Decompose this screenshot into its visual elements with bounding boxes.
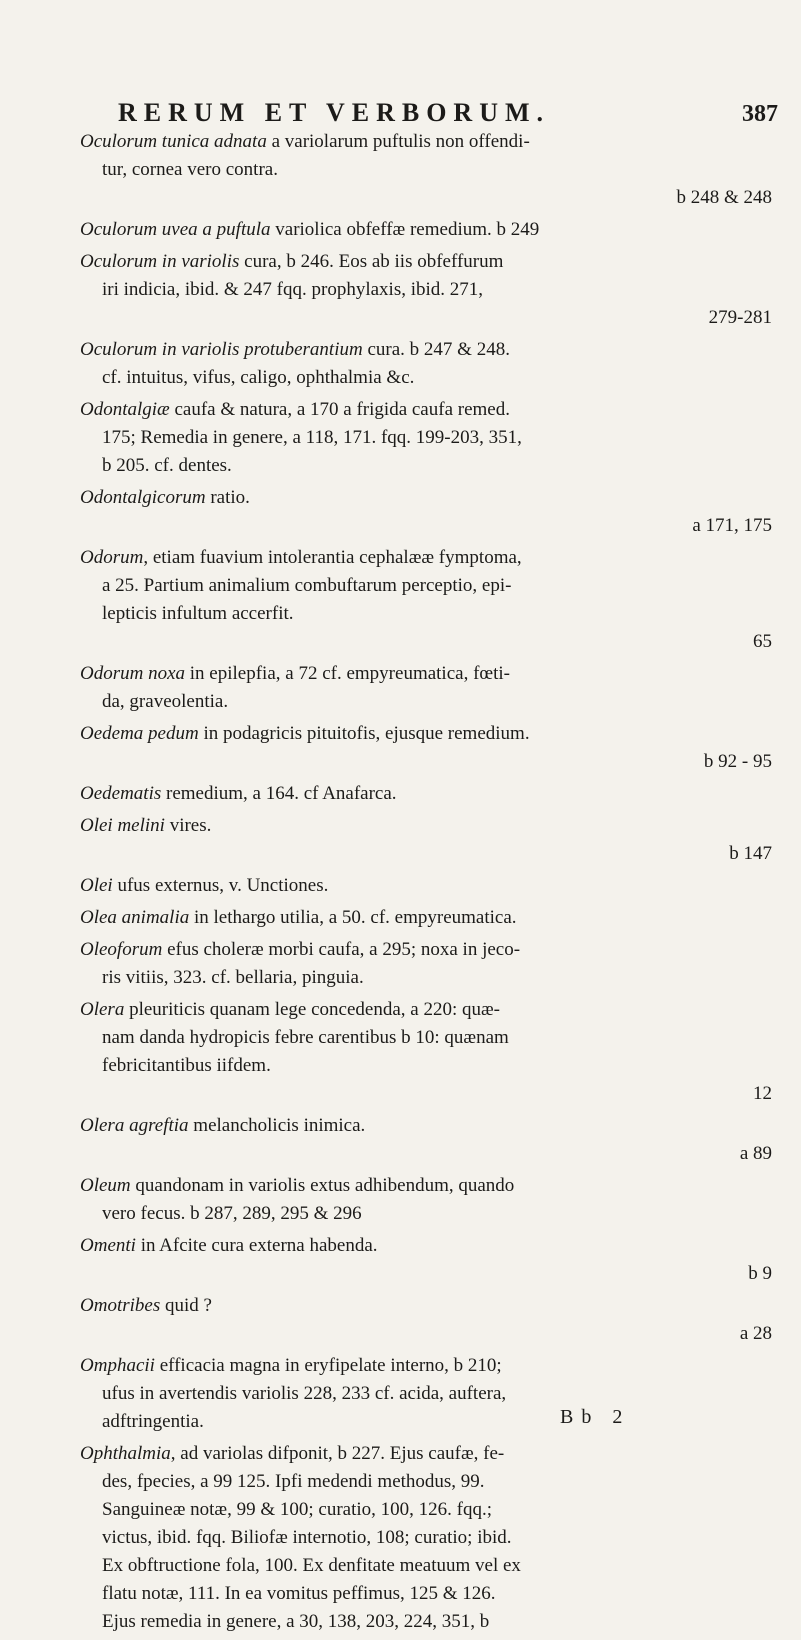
entry-text: in epilepfia, a 72 cf. empyreumatica, fœti- <box>185 663 511 684</box>
entry-text: cf. intuitus, vifus, caligo, ophthalmia &c. <box>102 367 415 388</box>
entry-text: cura, b 246. Eos ab iis obfeffurum <box>239 251 504 272</box>
entry-line <box>80 336 780 364</box>
entry-line <box>80 904 780 932</box>
entry-reference: b 147 <box>729 843 772 864</box>
entry-text: remedium, a 164. cf Anafarca. <box>161 783 397 804</box>
index-entry <box>80 720 780 776</box>
entry-headword: Olera <box>80 999 125 1020</box>
entry-headword: Olei <box>80 875 113 896</box>
entry-text: , ad variolas difponit, b 227. Ejus caufæ, fe- <box>170 1443 505 1464</box>
entry-text: tur, cornea vero contra. <box>102 159 278 180</box>
index-entry <box>80 780 780 808</box>
entry-text: ris vitiis, 323. cf. bellaria, pinguia. <box>102 967 364 988</box>
entry-text: melancholicis inimica. <box>188 1115 366 1136</box>
entry-headword: Oedematis <box>80 783 162 804</box>
index-entry <box>80 1172 780 1228</box>
entry-text: quid ? <box>160 1295 212 1316</box>
entry-text: vero fecus. b 287, 289, 295 & 296 <box>102 1203 362 1224</box>
entry-line <box>80 936 780 964</box>
entry-line <box>80 544 780 572</box>
entry-text: quandonam in variolis extus adhibendum, quando <box>130 1175 515 1196</box>
entry-headword: Oculorum uvea a puftula <box>80 219 271 240</box>
entry-line <box>80 216 780 244</box>
entry-headword: Olera agreftia <box>80 1115 189 1136</box>
entry-text: flatu notæ, 111. In ea vomitus peffimus, 125 & 126. <box>102 1583 496 1604</box>
entry-text: 175; Remedia in genere, a 118, 171. fqq. 199-203, 351, <box>102 427 522 448</box>
entry-line <box>80 484 780 512</box>
entry-line <box>80 1552 780 1580</box>
index-entry <box>80 128 780 212</box>
index-entry <box>80 1440 780 1636</box>
entry-text: pleuriticis quanam lege concedenda, a 220: quæ- <box>124 999 500 1020</box>
index-entry <box>80 396 780 480</box>
entry-text: Sanguineæ notæ, 99 & 100; curatio, 100, 126. fqq.; <box>102 1499 493 1520</box>
entry-line <box>80 812 780 840</box>
entry-line <box>80 1380 780 1408</box>
entry-headword: Oculorum tunica adnata <box>80 131 267 152</box>
entry-line <box>80 1292 780 1320</box>
entry-line <box>80 1408 780 1436</box>
entry-text: lepticis infultum accerfit. <box>102 603 294 624</box>
entry-reference: a 89 <box>739 1143 772 1164</box>
index-entry <box>80 484 780 540</box>
entry-line <box>80 1232 780 1260</box>
entry-text: victus, ibid. fqq. Biliofæ internotio, 108; curatio; ibid. <box>102 1527 512 1548</box>
entry-line <box>80 452 780 480</box>
index-entry <box>80 1112 780 1168</box>
entry-reference: a 28 <box>739 1323 772 1344</box>
entry-line <box>80 1352 780 1380</box>
entry-text: Ejus remedia in genere, a 30, 138, 203, 224, 351, b <box>102 1611 490 1632</box>
entry-headword: Oculorum in variolis <box>80 251 240 272</box>
entry-line <box>80 156 780 184</box>
entry-headword: Oedema pedum <box>80 723 199 744</box>
entry-reference: 12 <box>753 1083 772 1104</box>
entry-text: ratio. <box>205 487 250 508</box>
entry-line <box>80 1580 780 1608</box>
entry-line <box>80 424 780 452</box>
entry-text: in podagricis pituitofis, ejusque remedium. <box>198 723 530 744</box>
entry-line <box>80 780 780 808</box>
entry-line <box>80 1052 780 1080</box>
entry-headword: Omotribes <box>80 1295 161 1316</box>
entry-text: adftringentia. <box>102 1411 204 1432</box>
index-entry <box>80 904 780 932</box>
entry-line <box>80 572 780 600</box>
entry-line <box>80 1524 780 1552</box>
entry-line <box>80 600 780 628</box>
entry-text: ufus in avertendis variolis 228, 233 cf. acida, auftera, <box>102 1383 507 1404</box>
entry-line <box>80 1024 780 1052</box>
entry-text: variolica obfeffæ remedium. b 249 <box>270 219 540 240</box>
entry-headword: Oleoforum <box>80 939 163 960</box>
signature-mark: Bb 2 <box>560 1406 631 1428</box>
page-number: 387 <box>742 101 778 127</box>
entry-line <box>80 1608 780 1636</box>
index-entry <box>80 1232 780 1288</box>
entry-text: iri indicia, ibid. & 247 fqq. prophylaxis, ibid. 271, <box>102 279 484 300</box>
index-entry <box>80 248 780 332</box>
entry-headword: Oleum <box>80 1175 131 1196</box>
entry-text: , etiam fuavium intolerantia cephalææ fymptoma, <box>143 547 522 568</box>
entry-text: efus choleræ morbi caufa, a 295; noxa in jeco- <box>162 939 521 960</box>
entry-text: des, fpecies, a 99 125. Ipfi medendi methodus, 99. <box>102 1471 485 1492</box>
entry-headword: Olei melini <box>80 815 165 836</box>
entry-line <box>80 1112 780 1140</box>
entry-text: nam danda hydropicis febre carentibus b 10: quænam <box>102 1027 509 1048</box>
entry-line <box>80 872 780 900</box>
entry-line <box>80 276 780 304</box>
entry-line <box>80 128 780 156</box>
entry-text: da, graveolentia. <box>102 691 229 712</box>
entry-reference: a 171, 175 <box>692 515 772 536</box>
entry-headword: Odontalgiæ <box>80 399 170 420</box>
entry-headword: Olea animalia <box>80 907 190 928</box>
entry-reference: 279-281 <box>708 307 772 328</box>
entry-text: cura. b 247 & 248. <box>362 339 510 360</box>
entry-line <box>80 364 780 392</box>
index-entries <box>80 128 780 1640</box>
entry-line <box>80 996 780 1024</box>
entry-headword: Odontalgicorum <box>80 487 206 508</box>
index-entry <box>80 336 780 392</box>
entry-reference: 65 <box>753 631 772 652</box>
entry-reference: b 9 <box>748 1263 772 1284</box>
entry-text: efficacia magna in eryfipelate interno, b 210; <box>154 1355 502 1376</box>
entry-line <box>80 248 780 276</box>
entry-line <box>80 964 780 992</box>
index-entry <box>80 872 780 900</box>
entry-text: Ex obftructione fola, 100. Ex denfitate meatuum vel ex <box>102 1555 521 1576</box>
index-entry <box>80 812 780 868</box>
entry-line <box>80 1496 780 1524</box>
entry-headword: Odorum noxa <box>80 663 186 684</box>
index-entry <box>80 544 780 656</box>
entry-text: febricitantibus iifdem. <box>102 1055 271 1076</box>
entry-line <box>80 1200 780 1228</box>
entry-line <box>80 396 780 424</box>
index-entry <box>80 660 780 716</box>
entry-text: a variolarum puftulis non offendi- <box>266 131 530 152</box>
entry-line <box>80 688 780 716</box>
entry-headword: Omphacii <box>80 1355 155 1376</box>
entry-text: a 25. Partium animalium combuftarum perceptio, epi- <box>102 575 512 596</box>
entry-line <box>80 720 780 748</box>
index-entry <box>80 1292 780 1348</box>
entry-text: caufa & natura, a 170 a frigida caufa remed. <box>169 399 510 420</box>
index-entry <box>80 936 780 992</box>
index-entry <box>80 216 780 244</box>
entry-text: b 205. cf. dentes. <box>102 455 232 476</box>
entry-text: in Afcite cura externa habenda. <box>135 1235 378 1256</box>
entry-headword: Oculorum in variolis protuberantium <box>80 339 363 360</box>
entry-headword: Odorum <box>80 547 144 568</box>
index-entry <box>80 996 780 1108</box>
entry-text: in lethargo utilia, a 50. cf. empyreumatica. <box>189 907 517 928</box>
entry-text: vires. <box>164 815 212 836</box>
entry-reference: b 92 - 95 <box>703 751 772 772</box>
entry-line <box>80 1468 780 1496</box>
entry-text: ufus externus, v. Unctiones. <box>112 875 329 896</box>
running-title: RERUM ET VERBORUM. <box>118 98 551 127</box>
entry-line <box>80 660 780 688</box>
entry-headword: Ophthalmia <box>80 1443 171 1464</box>
entry-line <box>80 1172 780 1200</box>
entry-reference: b 248 & 248 <box>676 187 772 208</box>
entry-headword: Omenti <box>80 1235 136 1256</box>
entry-line <box>80 1440 780 1468</box>
index-entry <box>80 1352 780 1436</box>
